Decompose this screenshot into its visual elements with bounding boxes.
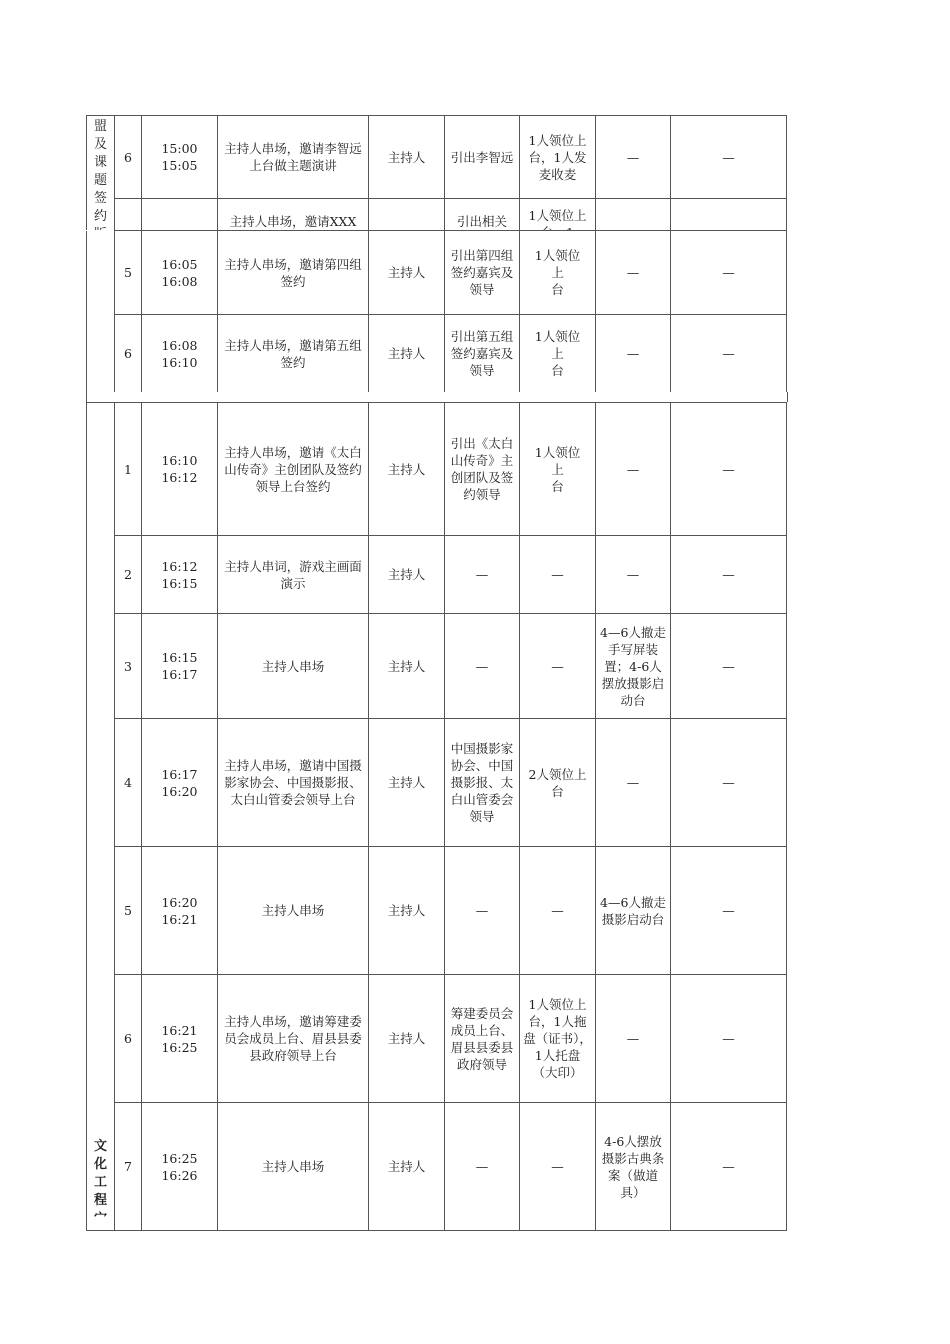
cell-time: 16:12 16:15 xyxy=(142,536,218,614)
cell-time: 16:25 16:26 xyxy=(142,1103,218,1231)
cell-content: 主持人串场，邀请《太白山传奇》主创团队及签约领导上台签约 xyxy=(218,403,369,536)
cell-host: 主持人 xyxy=(369,536,445,614)
cell-host: 主持人 xyxy=(369,116,445,199)
cell-content: 主持人串场，邀请第五组签约 xyxy=(218,315,369,393)
cell-host: 主持人 xyxy=(369,315,445,393)
cell-content: 主持人串场，邀请中国摄影家协会、中国摄影报、太白山管委会领导上台 xyxy=(218,719,369,847)
cell-stage: — xyxy=(596,536,671,614)
cell-guide: 筹建委员会成员上台、眉县县委县政府领导 xyxy=(445,975,520,1103)
cell-content: 主持人串场 xyxy=(218,847,369,975)
cell-host: 主持人 xyxy=(369,231,445,315)
section-spacer xyxy=(87,231,115,315)
cell-guide: — xyxy=(445,1103,520,1231)
cell-ceremony: — xyxy=(520,1103,596,1231)
table-row xyxy=(87,116,787,199)
table-row xyxy=(87,403,787,536)
cell-other: — xyxy=(671,116,787,199)
cell-other: — xyxy=(671,719,787,847)
section-label: 文 化 工 程 宀 xyxy=(87,403,115,1231)
table-row xyxy=(87,315,787,393)
cell-other: — xyxy=(671,536,787,614)
cell-guide: — xyxy=(445,847,520,975)
cell-no: 5 xyxy=(115,847,142,975)
cell-time: 16:10 16:12 xyxy=(142,403,218,536)
cell-time: 16:15 16:17 xyxy=(142,614,218,719)
cell-no: 4 xyxy=(115,719,142,847)
cell-other: — xyxy=(671,847,787,975)
cell-content: 主持人串词，游戏主画面演示 xyxy=(218,536,369,614)
cell-ceremony: 1人领位上 xyxy=(520,199,596,282)
schedule-table-bottom xyxy=(86,402,787,1231)
cell-no: 1 xyxy=(115,403,142,536)
cell-time: 16:08 16:10 xyxy=(142,315,218,393)
cell-no: 6 xyxy=(115,975,142,1103)
cell-stage: — xyxy=(596,975,671,1103)
cell-ceremony: 2人领位上台 xyxy=(520,719,596,847)
cell-no: 7 xyxy=(115,1103,142,1231)
section-label: 盟 及 课 题 签 约 xyxy=(87,116,115,282)
cell-time: 16:21 16:25 xyxy=(142,975,218,1103)
cell-host: 主持人 xyxy=(369,614,445,719)
cell-other: — xyxy=(671,614,787,719)
cell-no: 6 xyxy=(115,116,142,199)
cell-no: 5 xyxy=(115,231,142,315)
cell-host: 主持人 xyxy=(369,975,445,1103)
section-spacer xyxy=(87,315,115,393)
cell-stage: — xyxy=(596,403,671,536)
cell-host: 主持人 xyxy=(369,847,445,975)
cell-content: 主持人串场，邀请筹建委员会成员上台、眉县县委县政府领导上台 xyxy=(218,975,369,1103)
cell-time: 16:05 16:08 xyxy=(142,231,218,315)
cell-host: 主持人 xyxy=(369,403,445,536)
cell-guide: 中国摄影家协会、中国摄影报、太白山管委会领导 xyxy=(445,719,520,847)
cell-guide: 引出第五组签约嘉宾及领导 xyxy=(445,315,520,393)
cell-stage: — xyxy=(596,719,671,847)
table-row xyxy=(87,231,787,315)
cell-guide: 引出《太白山传奇》主创团队及签约领导 xyxy=(445,403,520,536)
cell-guide: — xyxy=(445,536,520,614)
cell-ceremony: 1人领位 上 台 xyxy=(520,403,596,536)
table-row xyxy=(87,719,787,847)
cell-time: 15:00 15:05 xyxy=(142,116,218,199)
cell-ceremony: 1人领位 上 台 xyxy=(520,231,596,315)
cell-other: — xyxy=(671,315,787,393)
table-row xyxy=(87,975,787,1103)
cell-guide: 引出相关 xyxy=(445,199,520,282)
cell-content: 主持人串场，邀请第四组签约 xyxy=(218,231,369,315)
cell-other: — xyxy=(671,231,787,315)
cell-other: — xyxy=(671,975,787,1103)
cell-host: 主持人 xyxy=(369,719,445,847)
cell-guide: 引出李智远 xyxy=(445,116,520,199)
table-row xyxy=(87,536,787,614)
schedule-table-middle xyxy=(86,230,787,393)
cell-other: — xyxy=(671,1103,787,1231)
cell-no: 2 xyxy=(115,536,142,614)
cell-no: 3 xyxy=(115,614,142,719)
cell-host: 主持人 xyxy=(369,1103,445,1231)
cell-time: 16:20 16:21 xyxy=(142,847,218,975)
cell-content: 主持人串场 xyxy=(218,1103,369,1231)
cell-stage: — xyxy=(596,315,671,393)
cell-content: 主持人串场，邀请XXX xyxy=(218,199,369,282)
cell-stage: 4—6人撤走手写屏装置；4-6人摆放摄影启动台 xyxy=(596,614,671,719)
cell-ceremony: 1人领位 上 台 xyxy=(520,315,596,393)
table-row xyxy=(87,847,787,975)
cell-stage: 4-6人摆放摄影古典条案（做道具） xyxy=(596,1103,671,1231)
cell-ceremony: — xyxy=(520,847,596,975)
cell-guide: — xyxy=(445,614,520,719)
cell-no: 6 xyxy=(115,315,142,393)
cell-ceremony: 1人领位上台，1人拖盘（证书），1人托盘（大印） xyxy=(520,975,596,1103)
table-gap xyxy=(86,392,788,402)
cell-content: 主持人串场 xyxy=(218,614,369,719)
table-row xyxy=(87,614,787,719)
cell-ceremony: 1人领位上台，1人发麦收麦 xyxy=(520,116,596,199)
cell-stage: — xyxy=(596,231,671,315)
cell-stage: 4—6人撤走摄影启动台 xyxy=(596,847,671,975)
cell-guide: 引出第四组签约嘉宾及领导 xyxy=(445,231,520,315)
cell-time: 16:17 16:20 xyxy=(142,719,218,847)
cell-ceremony: — xyxy=(520,614,596,719)
cell-ceremony: — xyxy=(520,536,596,614)
cell-content: 主持人串场，邀请李智远上台做主题演讲 xyxy=(218,116,369,199)
cell-other: — xyxy=(671,403,787,536)
cell-stage: — xyxy=(596,116,671,199)
table-row xyxy=(87,1103,787,1231)
